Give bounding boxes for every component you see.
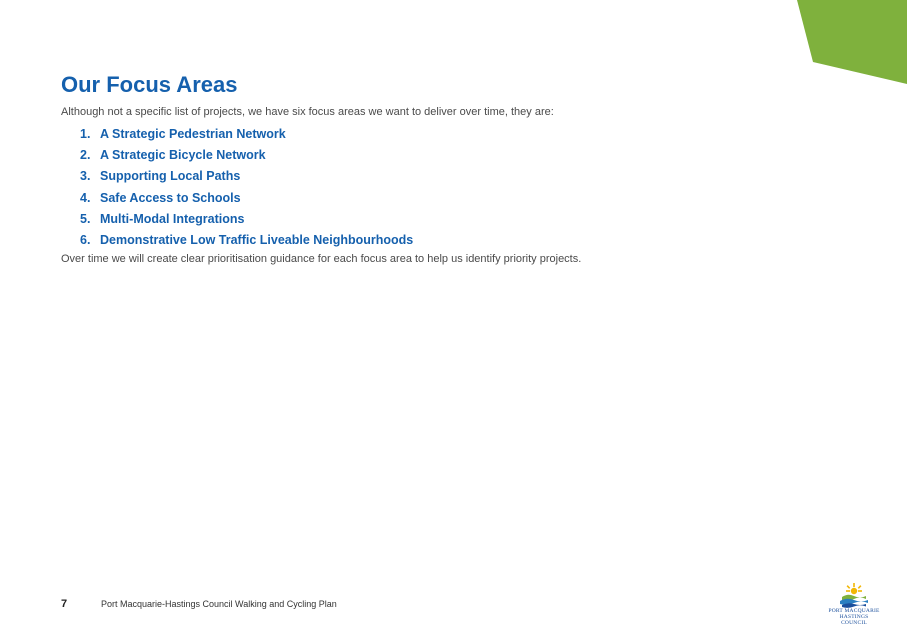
list-item [80,188,413,209]
list-item-number: 3. [80,169,91,184]
list-item-label: A Strategic Bicycle Network [100,148,266,163]
document-title: Port Macquarie-Hastings Council Walking and Cycling Plan [101,599,337,609]
list-item [80,166,413,187]
logo-text-line2: HASTINGS COUNCIL [839,614,869,626]
list-item-label: A Strategic Pedestrian Network [100,127,286,141]
list-item [80,124,413,145]
page-number: 7 [61,598,68,610]
list-item [80,145,413,166]
page-title: Our Focus Areas [61,72,238,97]
list-item-label: Demonstrative Low Traffic Liveable Neighbourhoods [100,232,414,247]
corner-accent-shape [797,0,907,86]
intro-text: Although not a specific list of projects, we have six focus areas we want to deliver over time, they are: [61,106,554,118]
council-logo [826,582,882,626]
focus-area-list [80,124,413,251]
list-item-number: 5. [80,211,91,226]
list-item-number: 6. [80,232,91,247]
list-item [80,209,413,230]
list-item-number: 1. [80,127,91,141]
list-item-number: 4. [80,190,91,205]
list-item-number: 2. [80,148,91,163]
list-item-label: Multi-Modal Integrations [100,211,245,226]
list-item [80,230,413,251]
logo-text-line1: PORT MACQUARIE [828,608,880,614]
list-item-label: Supporting Local Paths [100,169,241,184]
outro-text: Over time we will create clear prioritisation guidance for each focus area to help us identify priority projects. [61,253,582,265]
sun-wave-logo-icon [836,582,872,608]
list-item-label: Safe Access to Schools [100,190,241,205]
